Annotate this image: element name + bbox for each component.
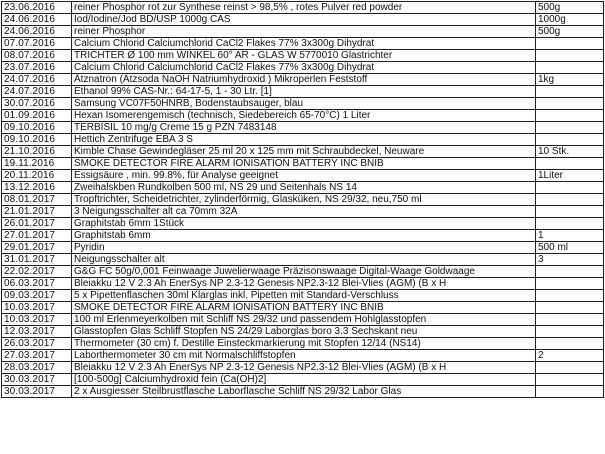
description-cell: Zweihalskben Rundkolben 500 ml, NS 29 und Seitenhals NS 14	[72, 182, 536, 194]
description-cell: TRICHTER Ø 100 mm WINKEL 60° AR - GLAS W 5770010 Glastrichter	[72, 50, 536, 62]
date-cell: 23.07.2016	[2, 62, 72, 74]
quantity-cell	[536, 314, 604, 326]
date-cell: 13.12.2016	[2, 182, 72, 194]
description-cell: 3 Neigungsschalter alt ca 70mm 32A	[72, 206, 536, 218]
table-row	[2, 2, 604, 14]
quantity-cell	[536, 206, 604, 218]
table-row	[2, 134, 604, 146]
description-cell: Hexan Isomerengemisch (technisch, Siedebereich 65-70°C) 1 Liter	[72, 110, 536, 122]
table-row	[2, 278, 604, 290]
description-cell: G&G FC 50g/0,001 Feinwaage Juwelierwaage Präzisonswaage Digital-Waage Goldwaage	[72, 266, 536, 278]
date-cell: 01.09.2016	[2, 110, 72, 122]
quantity-cell: 10 Stk.	[536, 146, 604, 158]
table-row	[2, 62, 604, 74]
description-cell: Neigungsschalter alt	[72, 254, 536, 266]
date-cell: 19.11.2016	[2, 158, 72, 170]
table-row	[2, 338, 604, 350]
description-cell: Pyridin	[72, 242, 536, 254]
date-cell: 21.10.2016	[2, 146, 72, 158]
quantity-cell: 500g	[536, 2, 604, 14]
quantity-cell	[536, 194, 604, 206]
quantity-cell	[536, 266, 604, 278]
table-row	[2, 74, 604, 86]
date-cell: 12.03.2017	[2, 326, 72, 338]
description-cell: TERBISIL 10 mg/g Creme 15 g PZN 7483148	[72, 122, 536, 134]
table-row	[2, 206, 604, 218]
date-cell: 28.03.2017	[2, 362, 72, 374]
purchase-log-table	[1, 1, 604, 398]
description-cell: Ethanol 99% CAS-Nr.: 64-17-5, 1 - 30 Ltr. [1]	[72, 86, 536, 98]
quantity-cell: 500g	[536, 26, 604, 38]
table-row	[2, 50, 604, 62]
description-cell: Bleiakku 12 V 2.3 Ah EnerSys NP 2.3-12 Genesis NP2.3-12 Blei-Vlies (AGM) (B x H	[72, 278, 536, 290]
table-row	[2, 170, 604, 182]
quantity-cell	[536, 338, 604, 350]
date-cell: 24.07.2016	[2, 74, 72, 86]
description-cell: Samsung VC07F50HNRB, Bodenstaubsauger, blau	[72, 98, 536, 110]
description-cell: Graphitstab 6mm	[72, 230, 536, 242]
date-cell: 10.03.2017	[2, 314, 72, 326]
date-cell: 24.07.2016	[2, 86, 72, 98]
date-cell: 26.01.2017	[2, 218, 72, 230]
date-cell: 29.01.2017	[2, 242, 72, 254]
table-row	[2, 242, 604, 254]
date-cell: 30.07.2016	[2, 98, 72, 110]
quantity-cell	[536, 158, 604, 170]
description-cell: Calcium Chlorid Calciumchlorid CaCl2 Flakes 77% 3x300g Dihydrat	[72, 62, 536, 74]
table-row	[2, 122, 604, 134]
description-cell: 5 x Pipettenflaschen 30ml Klarglas inkl. Pipetten mit Standard-Verschluss	[72, 290, 536, 302]
table-row	[2, 182, 604, 194]
table-row	[2, 290, 604, 302]
quantity-cell: 1Liter	[536, 170, 604, 182]
date-cell: 10.03.2017	[2, 302, 72, 314]
quantity-cell	[536, 50, 604, 62]
quantity-cell	[536, 134, 604, 146]
table-row	[2, 302, 604, 314]
description-cell: [100-500g] Calciumhydroxid fein (Ca(OH)2]	[72, 374, 536, 386]
table-row	[2, 326, 604, 338]
quantity-cell	[536, 290, 604, 302]
description-cell: SMOKE DETECTOR FIRE ALARM IONISATION BATTERY INC BNIB	[72, 302, 536, 314]
quantity-cell	[536, 38, 604, 50]
table-row	[2, 38, 604, 50]
date-cell: 26.03.2017	[2, 338, 72, 350]
quantity-cell: 3	[536, 254, 604, 266]
date-cell: 22.02.2017	[2, 266, 72, 278]
date-cell: 08.07.2016	[2, 50, 72, 62]
quantity-cell	[536, 182, 604, 194]
description-cell: Graphitstab 6mm 1Stück	[72, 218, 536, 230]
date-cell: 20.11.2016	[2, 170, 72, 182]
table-row	[2, 230, 604, 242]
description-cell: Bleiakku 12 V 2.3 Ah EnerSys NP 2.3-12 Genesis NP2.3-12 Blei-Vlies (AGM) (B x H	[72, 362, 536, 374]
quantity-cell: 500 ml	[536, 242, 604, 254]
purchase-log-body	[2, 2, 604, 398]
table-row	[2, 266, 604, 278]
description-cell: Hettich Zentrifuge EBA 3 S	[72, 134, 536, 146]
quantity-cell	[536, 302, 604, 314]
document-sheet	[1, 1, 603, 453]
description-cell: Calcium Chlorid Calciumchlorid CaCl2 Flakes 77% 3x300g Dihydrat	[72, 38, 536, 50]
description-cell: 100 ml Erlenmeyerkolben mit Schliff NS 29/32 und passendem Hohlglasstopfen	[72, 314, 536, 326]
quantity-cell	[536, 122, 604, 134]
description-cell: reiner Phosphor rot zur Synthese reinst > 98,5% , rotes Pulver red powder	[72, 2, 536, 14]
date-cell: 09.03.2017	[2, 290, 72, 302]
description-cell: Ätznatron (Ätzsoda NaOH Natriumhydroxid ) Mikroperlen Feststoff	[72, 74, 536, 86]
quantity-cell	[536, 62, 604, 74]
quantity-cell	[536, 110, 604, 122]
date-cell: 09.10.2016	[2, 122, 72, 134]
quantity-cell	[536, 86, 604, 98]
date-cell: 08.01.2017	[2, 194, 72, 206]
quantity-cell	[536, 362, 604, 374]
quantity-cell: 1kg	[536, 74, 604, 86]
table-row	[2, 86, 604, 98]
description-cell: 2 x Ausgiesser Steilbrustflasche Laborflasche Schliff NS 29/32 Labor Glas	[72, 386, 536, 398]
table-row	[2, 158, 604, 170]
date-cell: 27.01.2017	[2, 230, 72, 242]
quantity-cell	[536, 386, 604, 398]
table-row	[2, 362, 604, 374]
date-cell: 07.07.2016	[2, 38, 72, 50]
description-cell: reiner Phosphor	[72, 26, 536, 38]
table-row	[2, 26, 604, 38]
table-row	[2, 14, 604, 26]
description-cell: SMOKE DETECTOR FIRE ALARM IONISATION BATTERY INC BNIB	[72, 158, 536, 170]
date-cell: 09.10.2016	[2, 134, 72, 146]
table-row	[2, 386, 604, 398]
quantity-cell: 1000g	[536, 14, 604, 26]
description-cell: Kimble Chase Gewindegläser 25 ml 20 x 125 mm mit Schraubdeckel, Neuware	[72, 146, 536, 158]
date-cell: 23.06.2016	[2, 2, 72, 14]
table-row	[2, 98, 604, 110]
table-row	[2, 350, 604, 362]
quantity-cell	[536, 218, 604, 230]
quantity-cell	[536, 278, 604, 290]
date-cell: 27.03.2017	[2, 350, 72, 362]
description-cell: Tropftrichter, Scheidetrichter, zylinderförmig, Glasküken, NS 29/32, neu,750 ml	[72, 194, 536, 206]
quantity-cell	[536, 326, 604, 338]
quantity-cell: 1	[536, 230, 604, 242]
description-cell: Iod/Iodine/Jod BD/USP 1000g CAS	[72, 14, 536, 26]
table-row	[2, 194, 604, 206]
description-cell: Glasstopfen Glas Schliff Stopfen NS 24/29 Laborglas boro 3.3 Sechskant neu	[72, 326, 536, 338]
date-cell: 30.03.2017	[2, 386, 72, 398]
date-cell: 31.01.2017	[2, 254, 72, 266]
table-row	[2, 110, 604, 122]
date-cell: 21.01.2017	[2, 206, 72, 218]
date-cell: 24.06.2016	[2, 26, 72, 38]
table-row	[2, 314, 604, 326]
date-cell: 30.03.2017	[2, 374, 72, 386]
table-row	[2, 254, 604, 266]
table-row	[2, 374, 604, 386]
quantity-cell	[536, 374, 604, 386]
description-cell: Laborthermometer 30 cm mit Normalschliffstopfen	[72, 350, 536, 362]
quantity-cell: 2	[536, 350, 604, 362]
table-row	[2, 218, 604, 230]
date-cell: 06.03.2017	[2, 278, 72, 290]
table-row	[2, 146, 604, 158]
description-cell: Thermometer (30 cm) f. Destille Einsteckmarkierung mit Stopfen 12/14 (NS14)	[72, 338, 536, 350]
description-cell: Essigsäure , min. 99.8%, für Analyse geeignet	[72, 170, 536, 182]
date-cell: 24.06.2016	[2, 14, 72, 26]
quantity-cell	[536, 98, 604, 110]
